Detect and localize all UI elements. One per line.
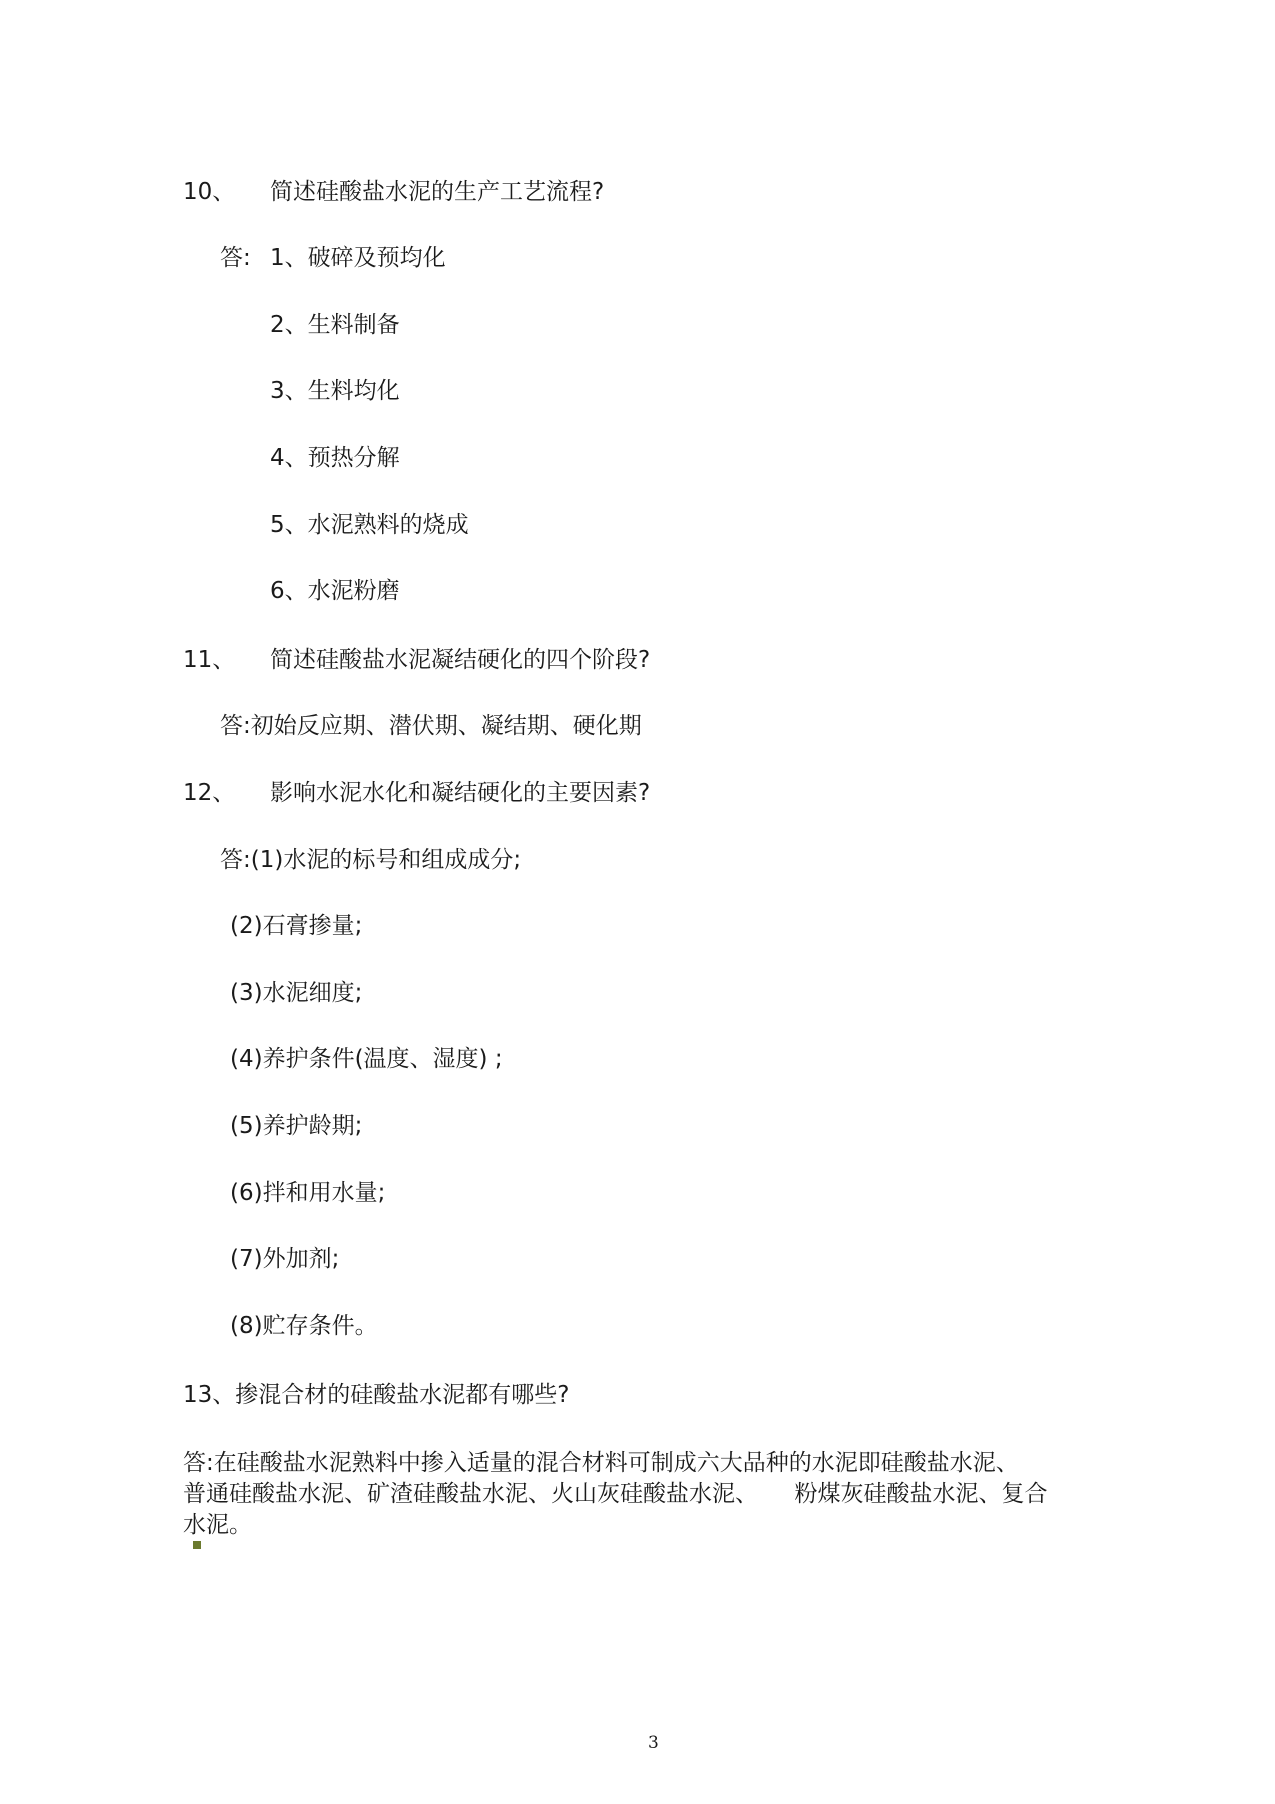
page-number: 3	[648, 1733, 659, 1753]
question-10-text: 简述硅酸盐水泥的生产工艺流程?	[270, 179, 605, 205]
answer-12-first: 答:(1)水泥的标号和组成成分;	[220, 847, 522, 873]
answer-12-factor: (7)外加剂;	[230, 1246, 340, 1272]
question-10-number: 10、	[183, 179, 236, 205]
answer-13-paragraph	[183, 1448, 1123, 1549]
text-marker-icon	[193, 1541, 201, 1549]
answer-12-factor: (3)水泥细度;	[230, 980, 363, 1006]
answer-12-factor: (5)养护龄期;	[230, 1113, 363, 1139]
answer-13-line: 答:在硅酸盐水泥熟料中掺入适量的混合材料可制成六大品种的水泥即硅酸盐水泥、	[183, 1450, 1019, 1476]
question-12-text: 影响水泥水化和凝结硬化的主要因素?	[270, 780, 651, 806]
question-11-number: 11、	[183, 647, 236, 673]
question-13-text: 13、掺混合材的硅酸盐水泥都有哪些?	[183, 1382, 570, 1408]
answer-10-step: 1、破碎及预均化	[270, 245, 446, 271]
answer-13-line: 水泥。	[183, 1512, 252, 1538]
question-11-text: 简述硅酸盐水泥凝结硬化的四个阶段?	[270, 647, 651, 673]
answer-12-factor: (8)贮存条件。	[230, 1313, 378, 1339]
question-12-number: 12、	[183, 780, 236, 806]
answer-10-step: 5、水泥熟料的烧成	[270, 512, 469, 538]
answer-10-step: 2、生料制备	[270, 312, 400, 338]
answer-12-factor: (6)拌和用水量;	[230, 1180, 386, 1206]
answer-10-step: 6、水泥粉磨	[270, 578, 400, 604]
answer-10-prefix: 答:	[220, 245, 251, 271]
answer-10-step: 4、预热分解	[270, 445, 400, 471]
answer-12-factor: (4)养护条件(温度、湿度) ;	[230, 1046, 503, 1072]
answer-12-factor: (2)石膏掺量;	[230, 913, 363, 939]
answer-10-step: 3、生料均化	[270, 378, 400, 404]
answer-13-line: 普通硅酸盐水泥、矿渣硅酸盐水泥、火山灰硅酸盐水泥、 粉煤灰硅酸盐水泥、复合	[183, 1481, 1048, 1507]
answer-11-text: 答:初始反应期、潜伏期、凝结期、硬化期	[220, 713, 642, 739]
answer-13-last-line	[183, 1510, 1123, 1549]
